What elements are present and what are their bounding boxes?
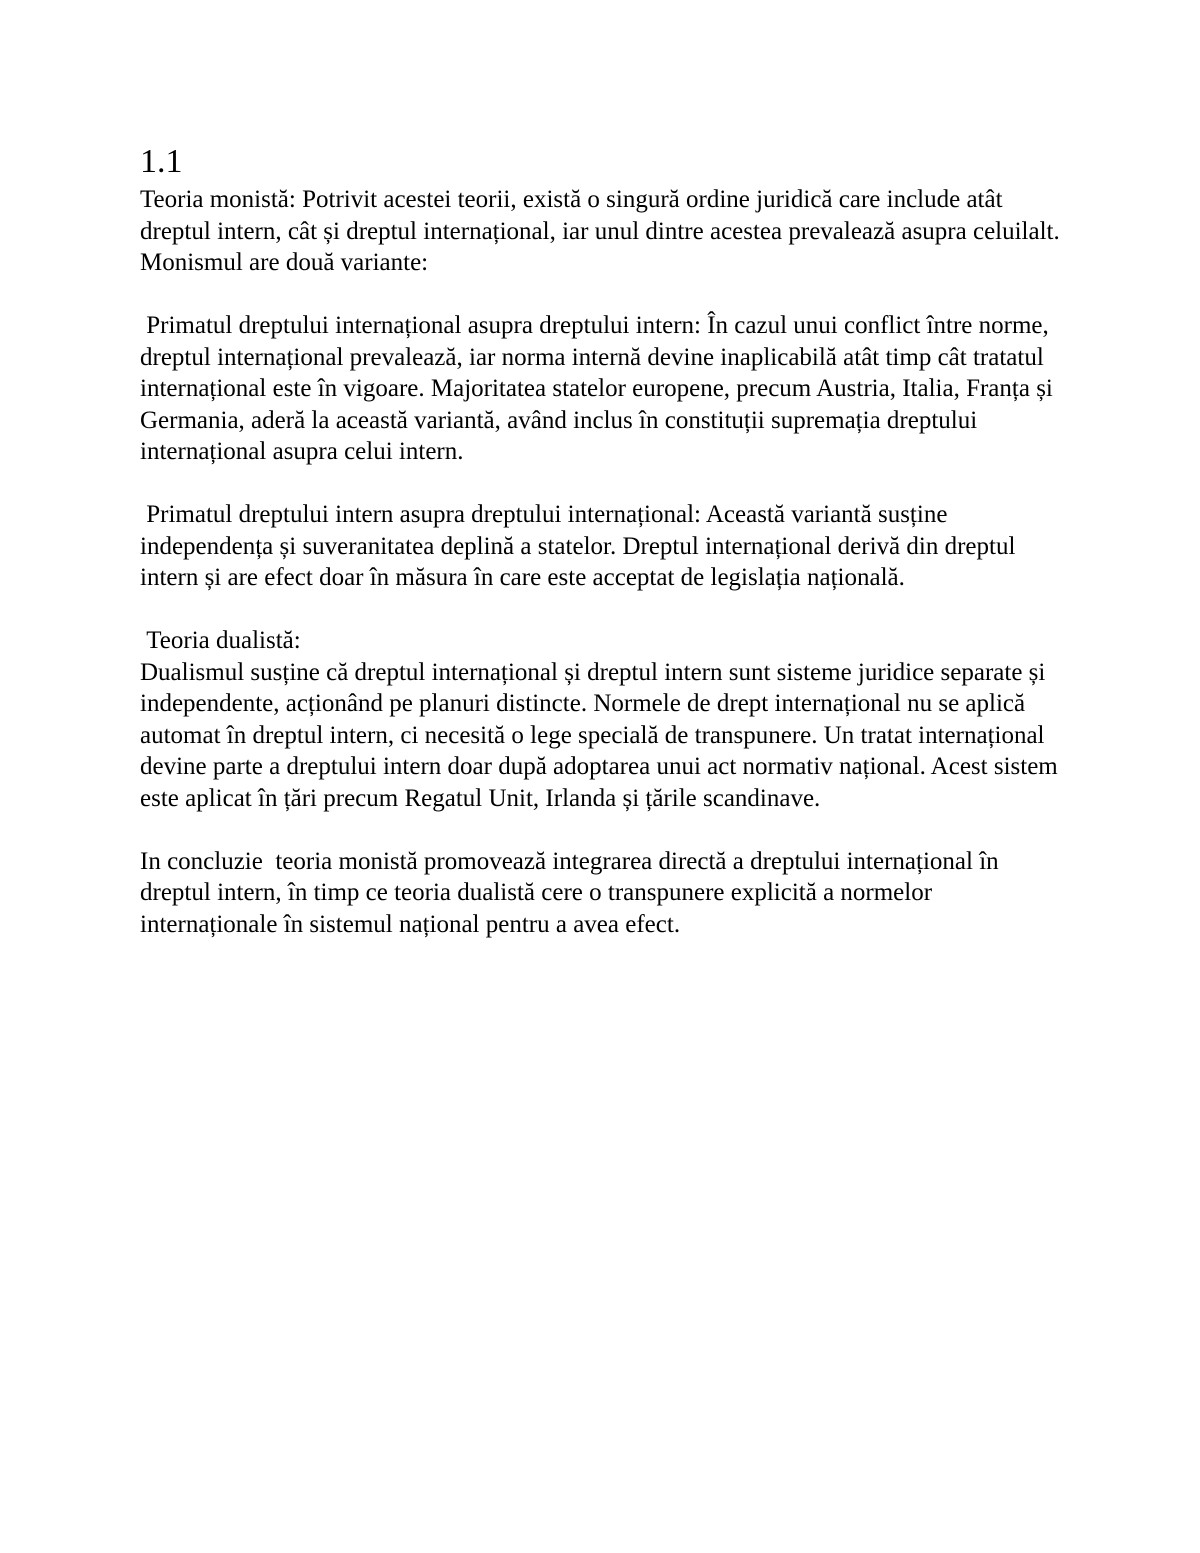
paragraph-conclusion: In concluzie teoria monistă promovează integrarea directă a dreptului internațional în dreptul intern, în timp ce teoria dualistă cere o transpunere explicită a normelor internaționale în sistemul național pentru a avea efect. bbox=[140, 847, 1005, 938]
paragraph-spacer bbox=[140, 279, 1070, 311]
paragraph-dualist-theory: Dualismul susține că dreptul internațional și dreptul intern sunt sisteme juridice separate și independente, acționând pe planuri distincte. Normele de drept internațional nu se aplică automat în dreptul intern, ci necesită o lege specială de transpunere. Un tratat internațional devine parte a dreptului intern doar după adoptarea unui act normativ național. Acest sistem este aplicat în țări precum Regatul Unit, Irlanda și țările scandinave. bbox=[140, 658, 1064, 812]
paragraph-internal-primacy: Primatul dreptului intern asupra dreptului internațional: Această variantă susține independența și suveranitatea deplină a statelor. Dreptul internațional derivă din dreptul intern și are efect doar în măsura în care este acceptat de legislația națională. bbox=[140, 501, 1022, 591]
paragraph-international-primacy: Primatul dreptului internațional asupra dreptului intern: În cazul unui conflict între norme, dreptul internațional prevalează, iar norma internă devine inaplicabilă atât timp cât tratatul internațional este în vigoare. Majoritatea statelor europene, precum Austria, Italia, Franța și Germania, aderă la această variantă, având inclus în constituții supremația dreptului internațional asupra celui intern. bbox=[140, 312, 1060, 465]
paragraph-spacer bbox=[140, 814, 1070, 846]
paragraph-dualist-title: Teoria dualistă: bbox=[140, 627, 301, 654]
document-body bbox=[140, 140, 1070, 940]
paragraph-spacer bbox=[140, 468, 1070, 500]
section-number-heading: 1.1 bbox=[140, 143, 183, 180]
paragraph-spacer bbox=[140, 594, 1070, 626]
paragraph-monist-theory: Teoria monistă: Potrivit acestei teorii, există o singură ordine juridică care include atât dreptul intern, cât și dreptul internațional, iar unul dintre acestea prevalează asupra celuilalt. Monismul are două variante: bbox=[140, 186, 1066, 276]
